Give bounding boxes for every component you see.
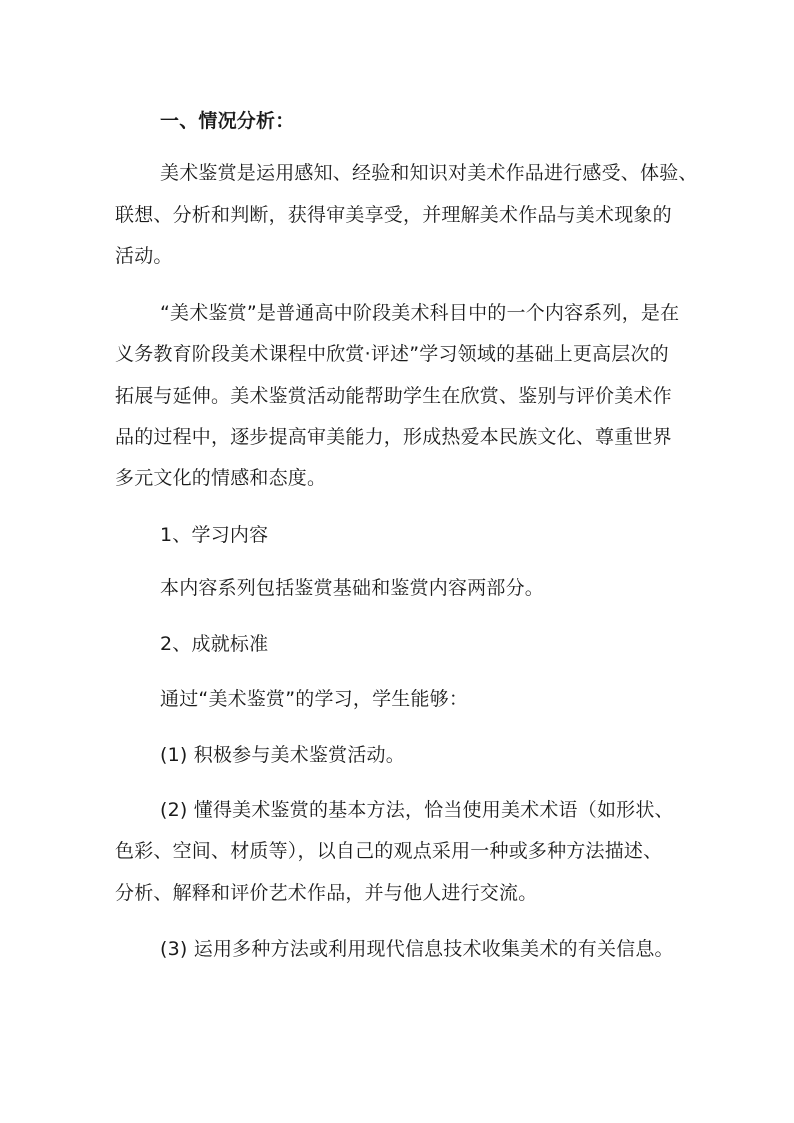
subsection-1-title: 1、学习内容 [160, 524, 269, 546]
list-item-2-line-2: 色彩、空间、材质等），以自己的观点采用一种或多种方法描述、 [115, 840, 663, 862]
paragraph-2-line-4: 品的过程中，逐步提高审美能力，形成热爱本民族文化、尊重世界 [115, 426, 672, 448]
list-item-3: (3) 运用多种方法或利用现代信息技术收集美术的有关信息。 [160, 938, 674, 960]
paragraph-1-line-2: 联想、分析和判断，获得审美享受，并理解美术作品与美术现象的 [115, 204, 672, 226]
paragraph-1-line-3: 活动。 [115, 245, 173, 267]
subsection-2-intro: 通过“美术鉴赏”的学习，学生能够： [160, 688, 469, 710]
section-heading: 一、情况分析： [160, 110, 295, 132]
paragraph-2-line-2: 义务教育阶段美术课程中欣赏·评述”学习领域的基础上更高层次的 [115, 343, 669, 365]
subsection-2-title: 2、成就标准 [160, 633, 269, 655]
subsection-1-text: 本内容系列包括鉴赏基础和鉴赏内容两部分。 [160, 577, 545, 599]
list-item-2-line-1: (2) 懂得美术鉴赏的基本方法，恰当使用美术术语（如形状、 [160, 799, 674, 821]
paragraph-2-line-5: 多元文化的情感和态度。 [115, 467, 327, 489]
paragraph-1-line-1: 美术鉴赏是运用感知、经验和知识对美术作品进行感受、体验、 [160, 162, 698, 184]
list-item-1: (1) 积极参与美术鉴赏活动。 [160, 744, 405, 766]
paragraph-2-line-3: 拓展与延伸。美术鉴赏活动能帮助学生在欣赏、鉴别与评价美术作 [115, 385, 672, 407]
list-item-2-line-3: 分析、解释和评价艺术作品，并与他人进行交流。 [115, 882, 538, 904]
paragraph-2-line-1: “美术鉴赏”是普通高中阶段美术科目中的一个内容系列，是在 [160, 302, 680, 324]
